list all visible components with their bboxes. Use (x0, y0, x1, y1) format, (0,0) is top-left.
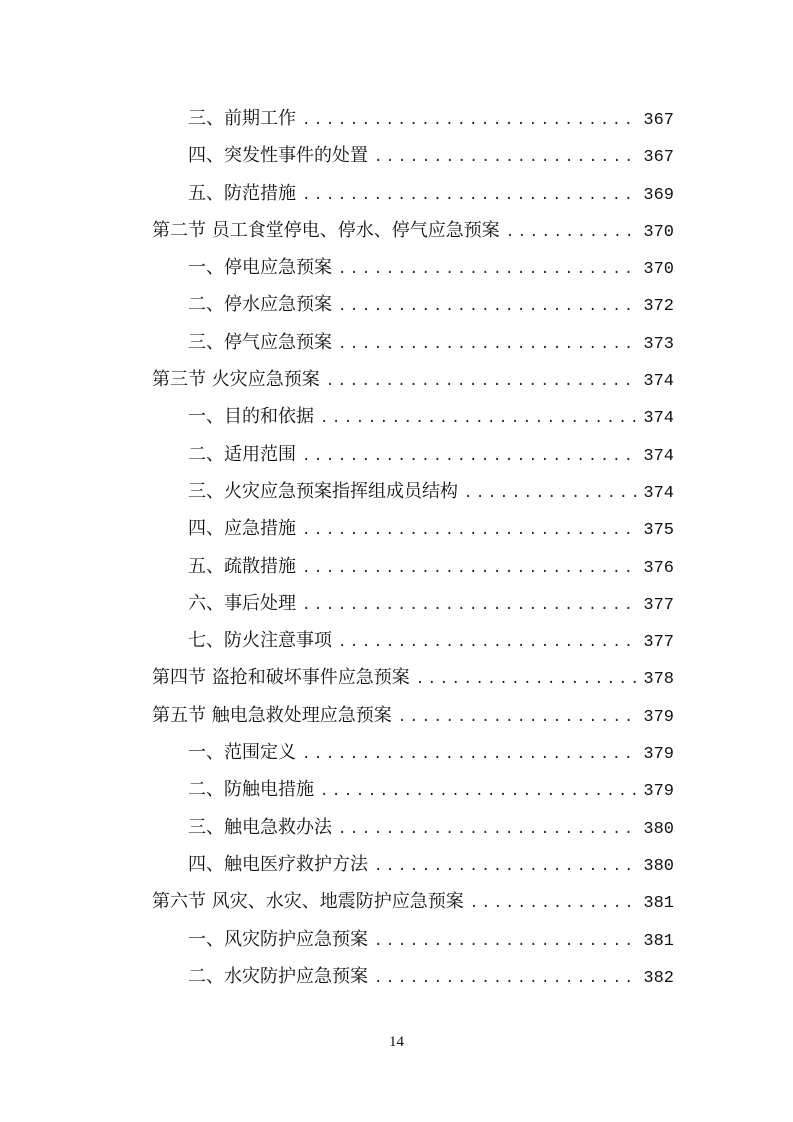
toc-dot-leader (302, 512, 637, 549)
toc-entry[interactable] (152, 137, 674, 174)
toc-entry-title: 六、事后处理 (188, 592, 296, 614)
toc-dot-leader (320, 773, 637, 810)
toc-dot-leader (374, 960, 637, 997)
toc-dot-leader (338, 624, 637, 661)
toc-entry[interactable] (152, 883, 674, 920)
toc-entry[interactable] (152, 398, 674, 435)
toc-dot-leader (464, 475, 637, 512)
toc-entry-title: 二、防触电措施 (188, 779, 314, 801)
toc-entry-page: 370 (643, 260, 674, 280)
toc-dot-leader (326, 363, 638, 400)
toc-entry[interactable] (152, 659, 674, 696)
toc-dot-leader (302, 102, 637, 139)
toc-entry-title: 第五节 触电急救处理应急预案 (152, 704, 392, 726)
toc-dot-leader (416, 661, 638, 698)
toc-entry-page: 378 (643, 670, 674, 690)
toc-entry-title: 五、防范措施 (188, 182, 296, 204)
toc-entry-page: 376 (643, 558, 674, 578)
toc-dot-leader (338, 811, 637, 848)
toc-entry-page: 380 (643, 819, 674, 839)
toc-entry-title: 一、风灾防护应急预案 (188, 928, 368, 950)
toc-entry[interactable] (152, 212, 674, 249)
toc-entry-page: 374 (643, 446, 674, 466)
toc-entry-title: 四、触电医疗救护方法 (188, 853, 368, 875)
toc-entry-page: 372 (643, 297, 674, 317)
toc-entry-title: 三、触电急救办法 (188, 816, 332, 838)
toc-entry-title: 一、停电应急预案 (188, 257, 332, 279)
toc-entry-title: 三、前期工作 (188, 108, 296, 129)
toc-entry-title: 四、突发性事件的处置 (188, 145, 368, 167)
toc-entry-page: 374 (643, 372, 674, 392)
toc-dot-leader (374, 848, 637, 885)
toc-entry[interactable] (152, 921, 674, 958)
toc-entry[interactable] (152, 286, 674, 323)
toc-entry-page: 379 (643, 707, 674, 727)
toc-entry-page: 380 (643, 856, 674, 876)
toc-entry-title: 三、停气应急预案 (188, 331, 332, 353)
toc-entry-page: 377 (643, 595, 674, 615)
toc-entry-page: 373 (643, 334, 674, 354)
toc-entry-title: 二、适用范围 (188, 443, 296, 465)
toc-entry-title: 五、疏散措施 (188, 555, 296, 577)
toc-dot-leader (374, 923, 637, 960)
toc-entry-page: 374 (643, 483, 674, 503)
toc-dot-leader (338, 288, 637, 325)
toc-entry[interactable] (152, 473, 674, 510)
toc-entry-page: 381 (643, 931, 674, 951)
toc-entry-page: 375 (643, 521, 674, 541)
toc-entry-title: 第三节 火灾应急预案 (152, 369, 320, 391)
toc-entry-title: 第六节 风灾、水灾、地震防护应急预案 (152, 891, 464, 913)
toc-entry-title: 第二节 员工食堂停电、停水、停气应急预案 (152, 219, 500, 241)
toc-entry[interactable] (152, 697, 674, 734)
table-of-contents (152, 100, 674, 995)
toc-entry-title: 二、停水应急预案 (188, 294, 332, 316)
toc-entry-page: 367 (643, 111, 674, 130)
toc-entry[interactable] (152, 734, 674, 771)
toc-entry-page: 377 (643, 633, 674, 653)
toc-dot-leader (470, 885, 638, 922)
toc-dot-leader (398, 699, 638, 736)
toc-entry-title: 三、火灾应急预案指挥组成员结构 (188, 480, 458, 502)
toc-entry-page: 374 (643, 409, 674, 429)
toc-entry-page: 369 (643, 185, 674, 205)
toc-dot-leader (302, 587, 637, 624)
toc-dot-leader (338, 251, 637, 288)
toc-entry[interactable] (152, 585, 674, 622)
toc-entry[interactable] (152, 361, 674, 398)
toc-entry-page: 367 (643, 148, 674, 168)
toc-entry-page: 381 (643, 894, 674, 914)
toc-dot-leader (320, 400, 637, 437)
toc-entry-page: 379 (643, 782, 674, 802)
page-number: 14 (389, 1034, 404, 1050)
toc-entry[interactable] (152, 548, 674, 585)
toc-entry[interactable] (152, 324, 674, 361)
toc-entry[interactable] (152, 249, 674, 286)
toc-entry[interactable] (152, 809, 674, 846)
toc-dot-leader (302, 177, 637, 214)
toc-dot-leader (374, 139, 637, 176)
toc-entry[interactable] (152, 622, 674, 659)
toc-entry[interactable] (152, 771, 674, 808)
toc-entry[interactable] (152, 510, 674, 547)
toc-entry-title: 七、防火注意事项 (188, 630, 332, 652)
toc-entry-title: 一、范围定义 (188, 742, 296, 764)
toc-entry-title: 一、目的和依据 (188, 406, 314, 428)
toc-dot-leader (338, 326, 637, 363)
toc-entry-title: 第四节 盗抢和破坏事件应急预案 (152, 667, 410, 689)
toc-entry-title: 四、应急措施 (188, 518, 296, 540)
toc-entry-page: 379 (643, 745, 674, 765)
toc-dot-leader (302, 550, 637, 587)
toc-entry-title: 二、水灾防护应急预案 (188, 965, 368, 987)
toc-entry-page: 370 (643, 222, 674, 242)
toc-entry[interactable] (152, 100, 674, 137)
toc-dot-leader (302, 736, 637, 773)
toc-entry[interactable] (152, 175, 674, 212)
toc-dot-leader (302, 438, 637, 475)
toc-entry-page: 382 (643, 968, 674, 988)
toc-entry[interactable] (152, 958, 674, 995)
toc-entry[interactable] (152, 436, 674, 473)
toc-entry[interactable] (152, 846, 674, 883)
toc-dot-leader (506, 214, 638, 251)
